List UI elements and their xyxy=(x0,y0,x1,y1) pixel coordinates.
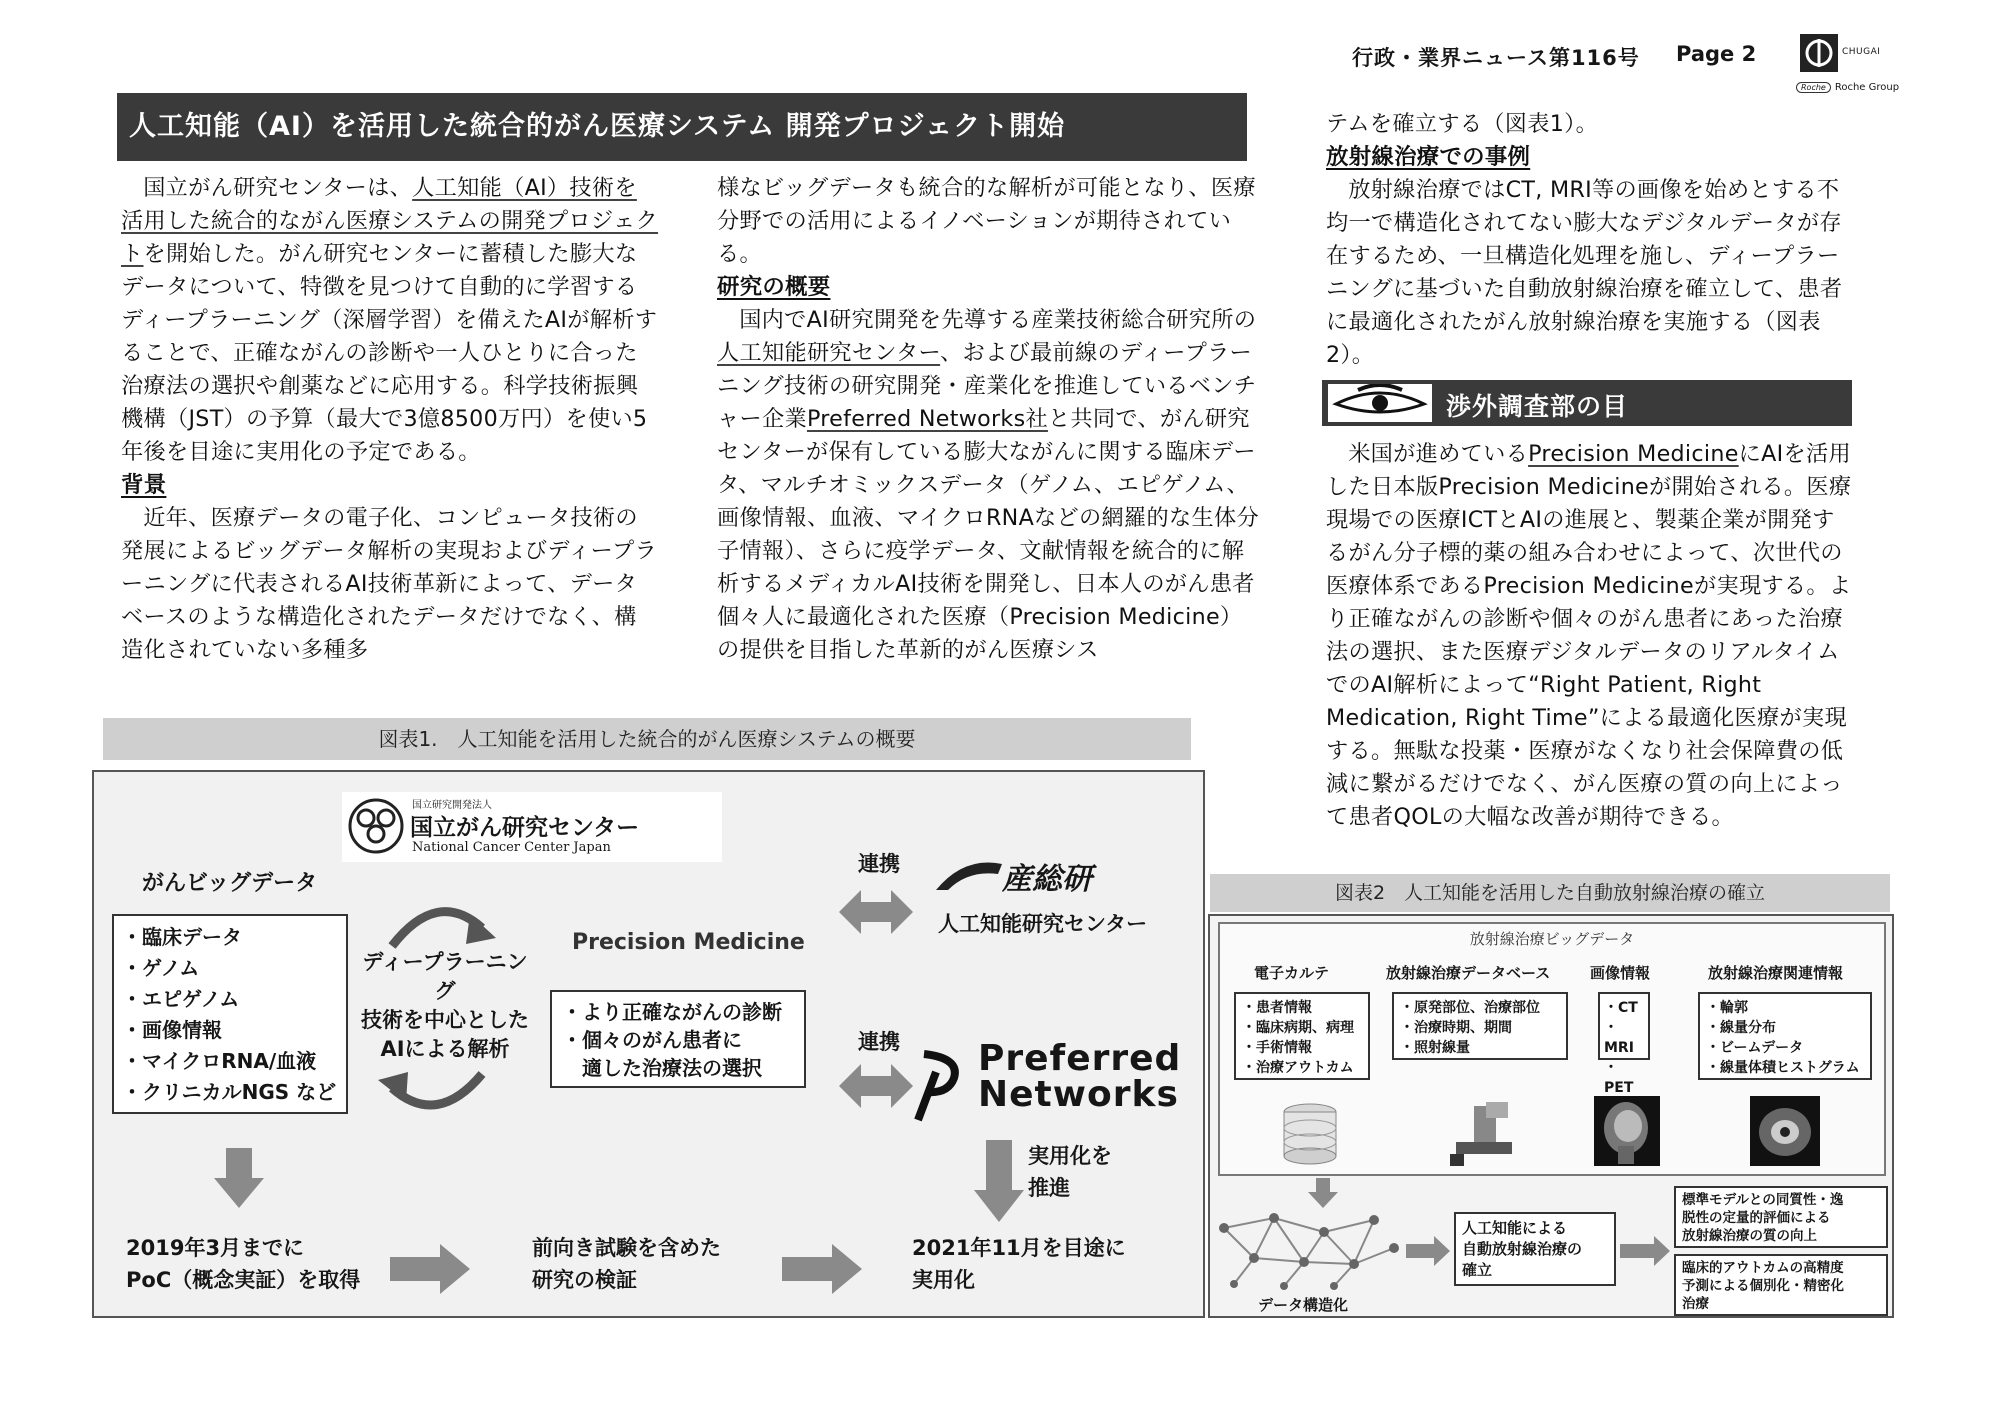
col-title-img: 画像情報 xyxy=(1590,964,1651,982)
pm-line: ・より正確ながんの診断 xyxy=(562,1000,782,1024)
pfn-link[interactable]: Preferred Networks社 xyxy=(806,406,1048,432)
outcome-precision-box xyxy=(1674,1254,1888,1316)
sidebar-title-bar xyxy=(1322,380,1852,426)
aist-link[interactable]: 人工知能研究センター xyxy=(717,340,941,366)
overview-continuation: テムを確立する（図表1）。 xyxy=(1326,111,1599,137)
chugai-logo-text: CHUGAI xyxy=(1842,47,1881,57)
ai-box-line: 自動放射線治療の xyxy=(1462,1240,1583,1258)
ncc-english: National Cancer Center Japan xyxy=(412,840,611,855)
overview-paragraph: 国内でAI研究開発を先導する産業技術総合研究所の人工知能研究センター、および最前線のディープラーニング技術の研究開発・産業化を推進しているベンチャー企業Preferred Networks社と共同で、がん研究センターが保有している膨大ながんに関する臨床データ、マルチオミックスデータ（ゲノム、エピゲノム、画像情報、血液、マイクロRNAなどの網羅的な生体分子情報）、さらに疫学データ、文献情報を統合的に解析するメディカルAI技術を開発し、日本人のがん患者個々人に最適化された医療（Precision Medicine）の提供を目指した革新的がん医療シス xyxy=(717,307,1259,663)
img-item: ・PET xyxy=(1604,1060,1634,1096)
step-line: 研究の検証 xyxy=(532,1268,637,1292)
background-paragraph: 近年、医療データの電子化、コンピュータ技術の発展によるビッグデータ解析の実現およびディープラーニングに代表されるAI技術革新によって、データベースのような構造化されたデータだけでなく、構造化されていない多種多 xyxy=(121,505,657,663)
down-arrow-icon xyxy=(974,1140,1024,1222)
ct-dose-image-icon xyxy=(1750,1096,1820,1166)
rel-item: ・線量体積ヒストグラム xyxy=(1706,1060,1860,1076)
link-label-aist: 連携 xyxy=(858,852,900,876)
dl-analysis-text xyxy=(356,948,534,1064)
article-column-1 xyxy=(121,172,659,667)
ehr-item: ・患者情報 xyxy=(1242,1000,1312,1016)
img-box xyxy=(1598,992,1650,1096)
issue-title: 行政・業界ニュース第116号 xyxy=(1352,46,1640,70)
pfn-mark-icon xyxy=(914,1044,970,1122)
step-line: 2021年11月を目途に xyxy=(912,1236,1126,1260)
article-title: 人工知能（AI）を活用した統合的がん医療システム 開発プロジェクト開始 xyxy=(117,93,1247,161)
page-number: Page 2 xyxy=(1676,42,1757,66)
promote-label xyxy=(1028,1140,1112,1204)
step-line: 実用化 xyxy=(912,1268,975,1292)
figure2-caption: 図表2 人工知能を活用した自動放射線治療の確立 xyxy=(1210,874,1890,912)
radiation-heading: 放射線治療での事例 xyxy=(1326,144,1531,170)
outcome-line: 脱性の定量的評価による xyxy=(1682,1210,1831,1226)
ai-radiation-box xyxy=(1454,1212,1616,1286)
db-item: ・治療時期、期間 xyxy=(1400,1020,1512,1036)
right-arrow-icon xyxy=(390,1244,470,1294)
database-icon xyxy=(1280,1102,1340,1168)
down-arrow-icon xyxy=(214,1148,264,1208)
pfn-line-2: Networks xyxy=(978,1074,1179,1115)
structuring-label: データ構造化 xyxy=(1258,1296,1349,1314)
figure1-caption: 図表1. 人工知能を活用した統合的がん医療システムの概要 xyxy=(103,718,1191,760)
background-continuation: 様なビッグデータも統合的な解析が可能となり、医療分野での活用によるイノベーションが期待されている。 xyxy=(717,175,1256,267)
ncc-name: 国立がん研究センター xyxy=(410,815,640,841)
promote-line: 実用化を xyxy=(1028,1144,1112,1168)
figure2 xyxy=(1208,914,1894,1318)
article-column-2 xyxy=(717,172,1263,667)
ncc-small-label: 国立研究開発法人 xyxy=(412,800,492,811)
ehr-item: ・治療アウトカム xyxy=(1242,1060,1354,1076)
step-poc xyxy=(126,1232,360,1296)
dl-line: ディープラーニング xyxy=(362,950,528,1003)
bigdata-item: ・ゲノム xyxy=(122,956,200,980)
dl-line: 技術を中心とした xyxy=(361,1008,529,1032)
radiation-bigdata-label: 放射線治療ビッグデータ xyxy=(1469,930,1635,948)
ehr-item: ・手術情報 xyxy=(1242,1040,1312,1056)
linac-machine-icon xyxy=(1446,1098,1516,1168)
precision-medicine-box xyxy=(550,990,806,1088)
rel-item: ・ビームデータ xyxy=(1706,1040,1804,1056)
rel-item: ・線量分布 xyxy=(1706,1020,1776,1036)
img-item: ・MRI xyxy=(1604,1020,1634,1056)
sidebar-body xyxy=(1326,438,1856,834)
eye-icon xyxy=(1328,384,1432,422)
rel-box xyxy=(1698,992,1872,1080)
figure1 xyxy=(92,770,1205,1318)
rel-item: ・輪郭 xyxy=(1706,1000,1748,1016)
bigdata-item: ・エピゲノム xyxy=(122,987,240,1011)
outcome-line: 臨床的アウトカムの高精度 xyxy=(1682,1260,1844,1276)
ehr-item: ・臨床病期、病理 xyxy=(1242,1020,1354,1036)
ncc-emblem-icon xyxy=(348,798,408,854)
db-box xyxy=(1392,992,1568,1060)
step-validation xyxy=(532,1232,721,1296)
bigdata-item: ・マイクロRNA/血液 xyxy=(122,1049,317,1073)
aist-logo xyxy=(934,850,1174,900)
radiation-bigdata-frame xyxy=(1218,922,1886,1176)
ncc-logo xyxy=(342,792,722,862)
img-item: ・CT xyxy=(1604,1000,1638,1016)
col-title-db: 放射線治療データベース xyxy=(1386,964,1551,982)
bigdata-item: ・画像情報 xyxy=(122,1018,222,1042)
step-line: 2019年3月までに xyxy=(126,1236,305,1260)
step-practical xyxy=(912,1232,1126,1296)
promote-line: 推進 xyxy=(1028,1176,1070,1200)
network-structure-icon xyxy=(1214,1208,1404,1290)
roche-badge: Roche xyxy=(1796,82,1831,93)
chugai-logo xyxy=(1800,34,1881,72)
outcome-quality-box xyxy=(1674,1186,1888,1248)
col-title-ehr: 電子カルテ xyxy=(1254,964,1330,982)
precision-medicine-link[interactable]: Precision Medicine xyxy=(1528,441,1739,467)
pm-line: ・個々のがん患者に xyxy=(562,1028,742,1052)
db-item: ・照射線量 xyxy=(1400,1040,1470,1056)
pfn-logo xyxy=(914,1040,1204,1130)
outcome-line: 治療 xyxy=(1682,1296,1709,1312)
bigdata-item: ・臨床データ xyxy=(122,925,242,949)
pm-line: 適した治療法の選択 xyxy=(562,1056,762,1080)
intro-paragraph: 国立がん研究センターは、人工知能（AI）技術を活用した統合的ながん医療システムの開発プロジェクトを開始した。がん研究センターに蓄積した膨大なデータについて、特徴を見つけて自動的に学習するディープラーニング（深層学習）を備えたAIが解析することで、正確ながんの診断や一人ひとりに合った治療法の選択や創薬などに応用する。科学技術振興機構（JST）の予算（最大で3億8500万円）を使い5年後を目途に実用化の予定である。 xyxy=(121,175,659,465)
aist-swoosh-icon xyxy=(934,856,1004,896)
background-heading: 背景 xyxy=(121,472,167,498)
double-arrow-icon xyxy=(839,1064,913,1108)
sidebar-title: 渉外調査部の目 xyxy=(1446,392,1629,421)
step-line: PoC（概念実証）を取得 xyxy=(126,1268,361,1292)
outcome-line: 放射線治療の質の向上 xyxy=(1682,1228,1817,1244)
right-arrow-icon xyxy=(782,1244,862,1294)
pfn-line-1: Preferred xyxy=(978,1038,1182,1079)
precision-medicine-label: Precision Medicine xyxy=(572,930,805,955)
ehr-box xyxy=(1234,992,1370,1080)
roche-group xyxy=(1796,82,1899,93)
roche-group-label: Roche Group xyxy=(1834,82,1900,93)
dl-line: AIによる解析 xyxy=(380,1037,510,1061)
sidebar-paragraph: 米国が進めているPrecision MedicineにAIを活用した日本版Precision Medicineが開始される。医療現場での医療ICTとAIの進展と、製薬企業が開発するがん分子標的薬の組み合わせによって、次世代の医療体系であるPrecision Medicineが実現する。より正確ながんの診断や個々のがん患者にあった治療法の選択、また医療デジタルデータのリアルタイムでのAI解析によって“Right Patient, Right Medication, Right Time”による最適化医療が実現する。無駄な投薬・医療がなくなり社会保障費の低減に繋がるだけでなく、がん医療の質の向上によって患者QOLの大幅な改善が期待できる。 xyxy=(1326,441,1852,830)
cancer-bigdata-label: がんビッグデータ xyxy=(142,871,318,896)
right-arrow-icon xyxy=(1406,1236,1450,1266)
overview-heading: 研究の概要 xyxy=(717,274,831,300)
step-line: 前向き試験を含めた xyxy=(532,1236,721,1260)
outcome-line: 予測による個別化・精密化 xyxy=(1682,1278,1844,1294)
link-label-pfn: 連携 xyxy=(858,1030,900,1054)
ai-box-line: 確立 xyxy=(1462,1261,1493,1279)
aist-logo-text: 産総研 xyxy=(1002,862,1092,897)
outcome-line: 標準モデルとの同質性・逸 xyxy=(1682,1192,1844,1208)
cancer-bigdata-box xyxy=(112,914,348,1114)
double-arrow-icon xyxy=(839,890,913,934)
bigdata-item: ・クリニカルNGS など xyxy=(122,1080,337,1104)
aist-center-label: 人工知能研究センター xyxy=(938,912,1148,936)
project-link[interactable]: 人工知能（AI）技術を活用した統合的ながん医療システムの開発プロジェクト xyxy=(121,175,659,267)
down-arrow-icon xyxy=(1308,1178,1338,1208)
mri-head-image-icon xyxy=(1594,1096,1660,1166)
col-title-rel: 放射線治療関連情報 xyxy=(1708,964,1844,982)
article-column-3 xyxy=(1326,108,1856,372)
radiation-paragraph: 放射線治療ではCT, MRI等の画像を始めとする不均一で構造化されてない膨大なデジタルデータが存在するため、一旦構造化処理を施し、ディープラーニングに基づいた自動放射線治療を確立して、患者に最適化されたがん放射線治療を実施する（図表2）。 xyxy=(1326,177,1843,368)
db-item: ・原発部位、治療部位 xyxy=(1400,1000,1540,1016)
right-arrow-icon xyxy=(1620,1236,1670,1266)
ai-box-line: 人工知能による xyxy=(1462,1219,1568,1237)
